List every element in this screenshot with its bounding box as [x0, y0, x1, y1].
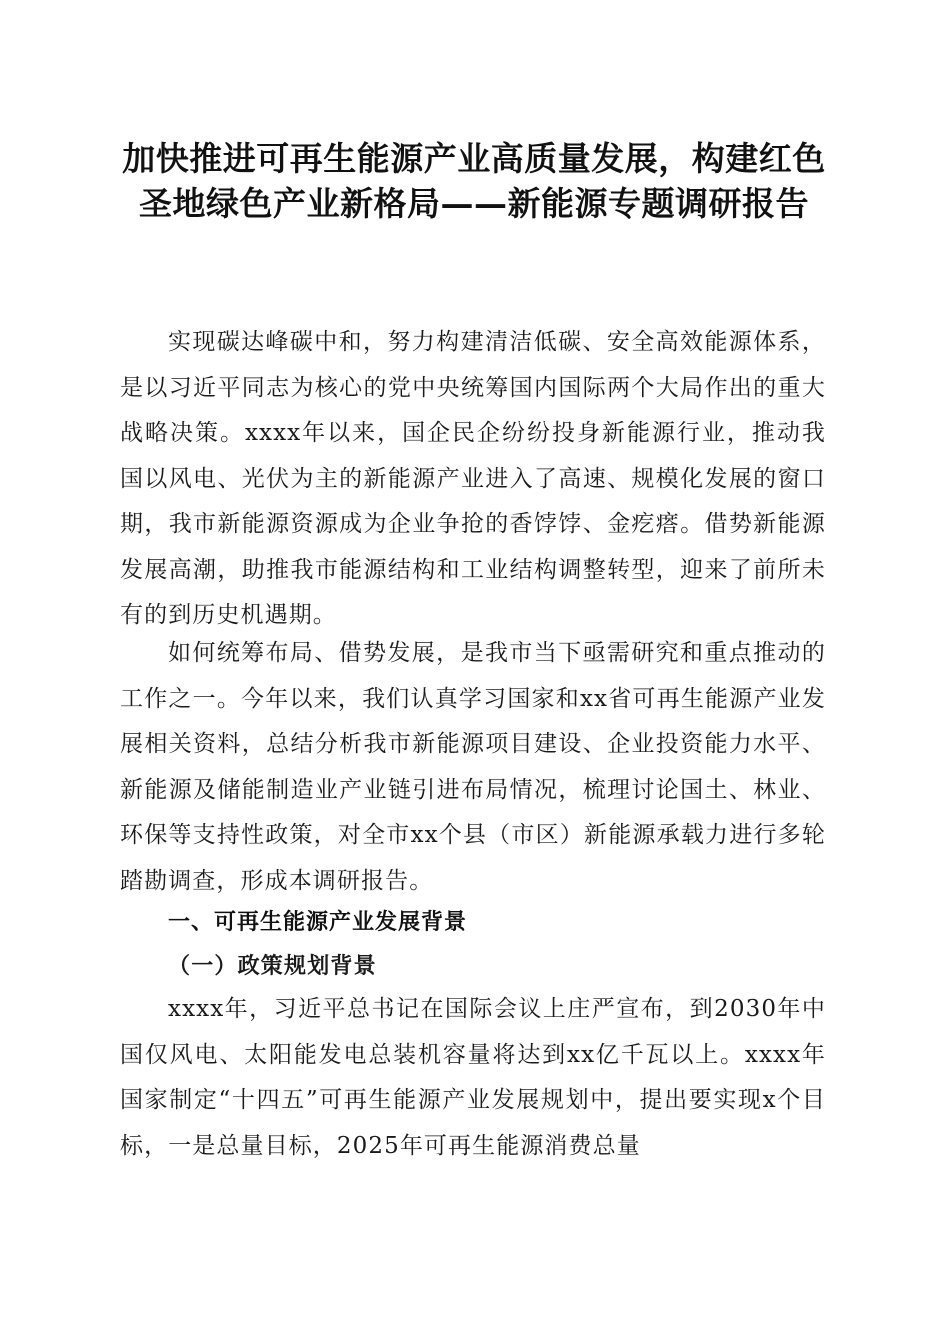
intro-paragraph-2: 如何统筹布局、借势发展，是我市当下亟需研究和重点推动的工作之一。今年以来，我们认真学习国家和xx省可再生能源产业发展相关资料，总结分析我市新能源项目建设、企业投资能力水平、新能源及储能制造业产业链引进布局情况，梳理讨论国土、林业、环保等支持性政策，对全市xx个县（市区）新能源承载力进行多轮踏勘调查，形成本调研报告。 [120, 640, 826, 894]
document-title: 加快推进可再生能源产业高质量发展，构建红色圣地绿色产业新格局——新能源专题调研报告 [122, 139, 826, 223]
section-heading: 一、可再生能源产业发展背景 [168, 910, 468, 935]
intro-paragraph-1: 实现碳达峰碳中和，努力构建清洁低碳、安全高效能源体系，是以习近平同志为核心的党中央统筹国内国际两个大局作出的重大战略决策。xxxx年以来，国企民企纷纷投身新能源行业，推动我国以风电、光伏为主的新能源产业进入了高速、规模化发展的窗口期，我市新能源资源成为企业争抢的香饽饽、金疙瘩。借势新能源发展高潮，助推我市能源结构和工业结构调整转型，迎来了前所未有的到历史机遇期。 [120, 329, 826, 628]
subsection-heading: （一）政策规划背景 [168, 953, 377, 979]
policy-background-paragraph: xxxx年，习近平总书记在国际会议上庄严宣布，到2030年中国仅风电、太阳能发电总装机容量将达到xx亿千瓦以上。xxxx年国家制定“十四五”可再生能源产业发展规划中，提出要实现x个目标，一是总量目标，2025年可再生能源消费总量 [120, 996, 826, 1159]
